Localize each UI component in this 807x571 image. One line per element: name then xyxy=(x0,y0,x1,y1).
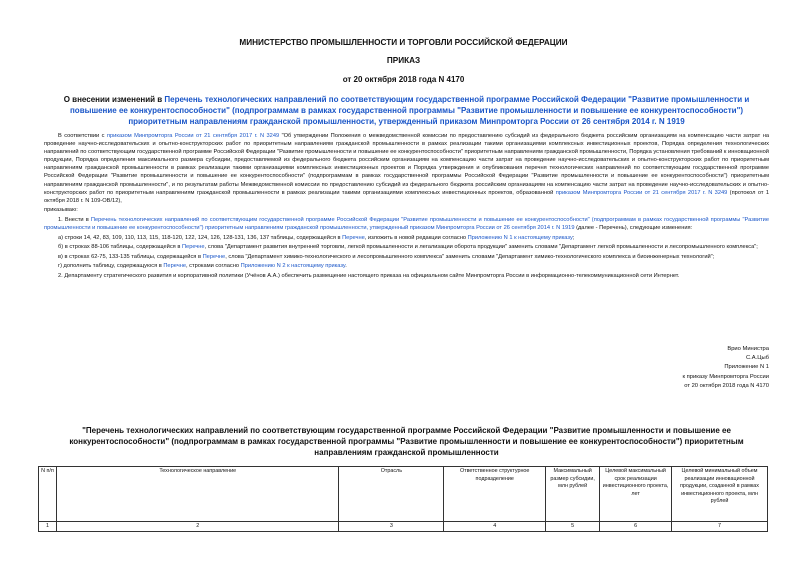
preamble-text: , и по результатам работы Межведомственной комиссии по предоставлению субсидий из федерального бюджета российским организациям на компенсацию части затрат на проведение научно-исследовательских и опытно-конструкторских работ по приоритетным направлениям гражданской промышленности в рамках реализации такими организациями комплексных инвестиционных проектов, образованной xyxy=(44,181,770,196)
item-v-text: в) в строках 62-75, 133-135 таблицы, содержащейся в xyxy=(58,253,203,260)
item-g xyxy=(44,262,769,270)
item-a-text: ; xyxy=(572,234,575,241)
signer-role: Врио Министра xyxy=(727,346,769,352)
document-title xyxy=(44,94,769,127)
table-header-cell: Отрасль xyxy=(339,467,444,522)
item-g-text: г) дополнить таблицу, содержащуюся в xyxy=(58,263,164,270)
perechen-link[interactable]: Перечне xyxy=(202,253,226,260)
annex-date: от 20 октября 2018 года N 4170 xyxy=(684,382,769,389)
order-3249-link-2[interactable]: приказом Минпромторга России от 21 сентября 2017 г. N 3249 xyxy=(555,189,728,196)
table-row xyxy=(39,522,768,532)
preamble-text: "Об утверждении Положения о межведомственной комиссии по предоставлению субсидий из федерального бюджета российским организациям на компенсацию части затрат на проведение научно-исследовательских и опытно-конструкторских работ по приоритетным направлениям гражданской промышленности в рамках реализации такими организациями комплексных инвестиционных проектов, Порядка определения технологических направлений по соответствующим государственной программе Российской Федерации "Развитие промышленности и повышение ее конкурентоспособности" приоритетным направлениям гражданской промышленности, Порядка установления требований к инновационной продукции, Порядка определения максимального размера субсидии, предоставляемой из федерального бюджета российским организациям на компенсацию части затрат на проведение научно-исследовательских и опытно-конструкторских работ по приоритетным направлениям гражданской промышленности в рамках реализации такими организациями комплексных инвестиционных проектов и Порядка утверждения и опубликования перечня технологических направлений по соответствующим государственной программе Российской Федерации "Развитие промышленности и повышение ее конкурентоспособности" (подпрограммам в рамках государственной программы Российской Федерации "Развитие промышленности и повышение ее конкурентоспособности") приоритетным направлениям гражданской промышленности" xyxy=(44,133,770,188)
item-b-text: , слова "Департамент развития внутренней торговли, легкой промышленности и легализации оборота продукции" заменить словами "Департамент легкой промышленности и лесопромышленного комплекса"; xyxy=(204,244,758,251)
table-cell: 2 xyxy=(56,522,338,532)
directions-table xyxy=(38,466,768,532)
item-a-text: а) строки 14, 42, 83, 109, 110, 113, 115, 118-120, 122, 124, 126, 128-131, 136, 137 таблицы, содержащейся в xyxy=(58,234,343,241)
annex-label: Приложение N 1 xyxy=(724,364,769,371)
title-link[interactable]: Перечень технологических направлений по соответствующим государственной программе Российской Федерации "Развитие промышленности и повышение ее конкурентоспособности" (подпрограммам в рамках государственной программы "Развитие промышленности и повышение ее конкурентоспособности") приоритетным направлениям гражданской промышленности, утвержденный приказом Минпромторга России от 26 сентября 2014 г. N 1919 xyxy=(69,95,750,126)
item-2: 2. Департаменту стратегического развития и корпоративной политики (Учёнов А.А.) обеспечить размещение настоящего приказа на официальном сайте Минпромторга России в информационно-телекоммуникационной сети Интернет. xyxy=(58,273,680,279)
table-header-cell: Технологическое направление xyxy=(56,467,338,522)
table-header-cell: Максимальный размер субсидии, млн рублей xyxy=(546,467,600,522)
prikaz-word: приказываю: xyxy=(44,207,78,214)
table-cell: 5 xyxy=(546,522,600,532)
signature-block xyxy=(609,345,769,391)
annex-to: к приказу Минпромторга России xyxy=(682,373,769,380)
annex-title: "Перечень технологических направлений по соответствующим государственной программе Российской Федерации "Развитие промышленности и повышение ее конкурентоспособности" (подпрограммам в рамках государственной программы "Развитие промышленности и повышение ее конкурентоспособности") приоритетным направлениям гражданской промышленности xyxy=(69,426,744,457)
table-header-cell: Целевой максимальный срок реализации инвестиционного проекта, лет xyxy=(600,467,672,522)
item-1-text: 1. Внести в xyxy=(58,216,91,223)
item-g-text: , строками согласно xyxy=(186,263,241,270)
item-a-text: , изложить в новой редакции согласно xyxy=(364,234,468,241)
perechen-link[interactable]: Перечне xyxy=(181,244,205,251)
annex-2-link[interactable]: Приложению N 2 к настоящему приказу xyxy=(240,263,346,270)
table-cell: 3 xyxy=(339,522,444,532)
perechen-link[interactable]: Перечне xyxy=(163,263,186,270)
table-cell: 7 xyxy=(672,522,768,532)
title-prefix: О внесении изменений в xyxy=(63,95,165,104)
item-v xyxy=(44,253,769,261)
order-3249-link[interactable]: приказом Минпромторга России от 21 сентября 2017 г. N 3249 xyxy=(106,133,280,139)
document-body xyxy=(44,132,769,282)
annex-1-link[interactable]: Приложению N 1 к настоящему приказу xyxy=(467,234,573,241)
preamble-paragraph xyxy=(44,132,769,205)
item-v-text: , слова "Департамент химико-технологического и лесопромышленного комплекса" заменить словами "Департамент химико-технологического комплекса и биоинженерных технологий"; xyxy=(225,253,715,260)
preamble-text: (протокол от 1 октября 2018 г. N 109-ОВ/12), xyxy=(44,189,769,204)
table-header-cell: N п/п xyxy=(39,467,57,522)
item-a xyxy=(44,234,769,242)
table-cell: 4 xyxy=(444,522,546,532)
perechen-link[interactable]: Перечне xyxy=(342,234,365,241)
table-header-row xyxy=(39,467,768,522)
preamble-text: В соответствии с xyxy=(58,133,107,139)
item-b-text: б) в строках 88-106 таблицы, содержащейся в xyxy=(58,244,182,251)
order-date: от 20 октября 2018 года N 4170 xyxy=(342,75,465,84)
item-g-text: . xyxy=(345,263,347,270)
table-header-cell: Целевой минимальный объем реализации инновационной продукции, созданной в рамках инвестиционного проекта, млн рублей xyxy=(672,467,768,522)
perechen-link[interactable]: Перечень технологических направлений по соответствующим государственной программе Российской Федерации "Развитие промышленности и повышение ее конкурентоспособности" (подпрограммам в рамках государственной программы "Развитие промышленности и повышение ее конкурентоспособности") приоритетным направлениям гражданской промышленности, утвержденный приказом Минпромторга России от 26 сентября 2014 г. N 1919 xyxy=(44,216,769,232)
signer-name: С.А.Цыб xyxy=(745,355,769,362)
item-b xyxy=(44,243,769,251)
item-1-text: (далее - Перечень), следующие изменения: xyxy=(574,225,693,232)
table-cell: 6 xyxy=(600,522,672,532)
ministry-heading: МИНИСТЕРСТВО ПРОМЫШЛЕННОСТИ И ТОРГОВЛИ РОССИЙСКОЙ ФЕДЕРАЦИИ xyxy=(239,38,568,47)
table-cell: 1 xyxy=(39,522,57,532)
order-heading: ПРИКАЗ xyxy=(386,56,421,65)
item-1 xyxy=(44,216,769,232)
table-header-cell: Ответственное структурное подразделение xyxy=(444,467,546,522)
